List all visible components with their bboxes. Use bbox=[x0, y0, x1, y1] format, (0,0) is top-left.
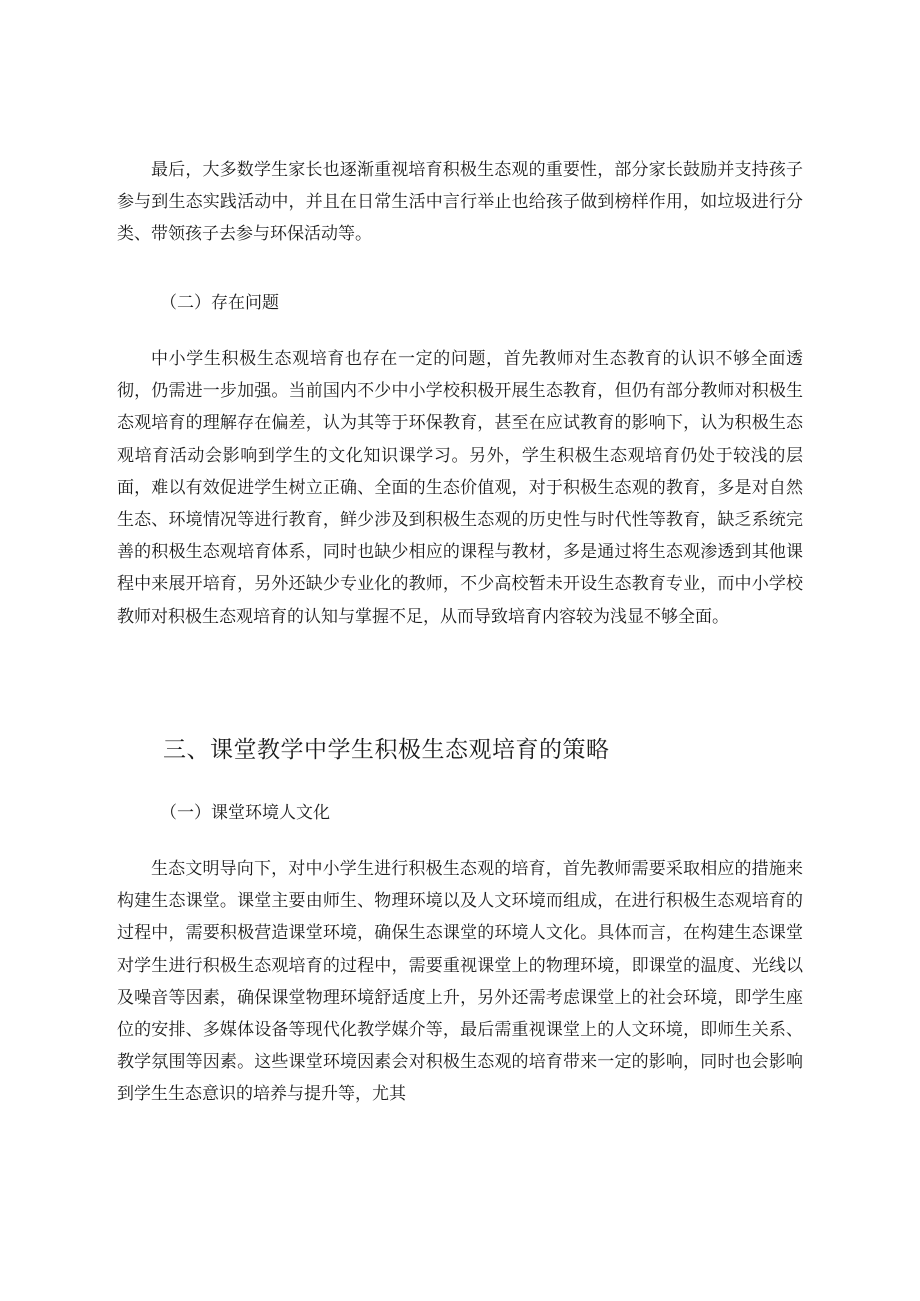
subheading-classroom-environment: （一）课堂环境人文化 bbox=[160, 803, 330, 823]
section-heading-strategies: 三、课堂教学中学生积极生态观培育的策略 bbox=[163, 737, 610, 763]
paragraph-parent-support: 最后，大多数学生家长也逐渐重视培育积极生态观的重要性，部分家长鼓励并支持孩子参与到生态实践活动中，并且在日常生活中言行举止也给孩子做到榜样作用，如垃圾进行分类、带领孩子去参与环保活动等。 bbox=[117, 160, 803, 245]
subheading-existing-problems: （二）存在问题 bbox=[160, 293, 279, 313]
paragraph-classroom-environment: 生态文明导向下，对中小学生进行积极生态观的培育，首先教师需要采取相应的措施来构建生态课堂。课堂主要由师生、物理环境以及人文环境而组成，在进行积极生态观培育的过程中，需要积极营造课堂环境，确保生态课堂的环境人文化。具体而言，在构建生态课堂对学生进行积极生态观培育的过程中，需要重视课堂上的物理环境，即课堂的温度、光线以及噪音等因素，确保课堂物理环境舒适度上升，另外还需考虑课堂上的社会环境，即学生座位的安排、多媒体设备等现代化教学媒介等，最后需重视课堂上的人文环境，即师生关系、教学氛围等因素。这些课堂环境因素会对积极生态观的培育带来一定的影响，同时也会影响到学生生态意识的培养与提升等，尤其 bbox=[117, 859, 803, 1105]
paragraph-existing-problems: 中小学生积极生态观培育也存在一定的问题，首先教师对生态教育的认识不够全面透彻，仍需进一步加强。当前国内不少中小学校积极开展生态教育，但仍有部分教师对积极生态观培育的理解存在偏差，认为其等于环保教育，甚至在应试教育的影响下，认为积极生态观培育活动会影响到学生的文化知识课学习。另外，学生积极生态观培育仍处于较浅的层面，难以有效促进学生树立正确、全面的生态价值观，对于积极生态观的教育，多是对自然生态、环境情况等进行教育，鲜少涉及到积极生态观的历史性与时代性等教育，缺乏系统完善的积极生态观培育体系，同时也缺少相应的课程与教材，多是通过将生态观渗透到其他课程中来展开培育，另外还缺少专业化的教师，不少高校暂未开设生态教育专业，而中小学校教师对积极生态观培育的认知与掌握不足，从而导致培育内容较为浅显不够全面。 bbox=[117, 349, 803, 627]
